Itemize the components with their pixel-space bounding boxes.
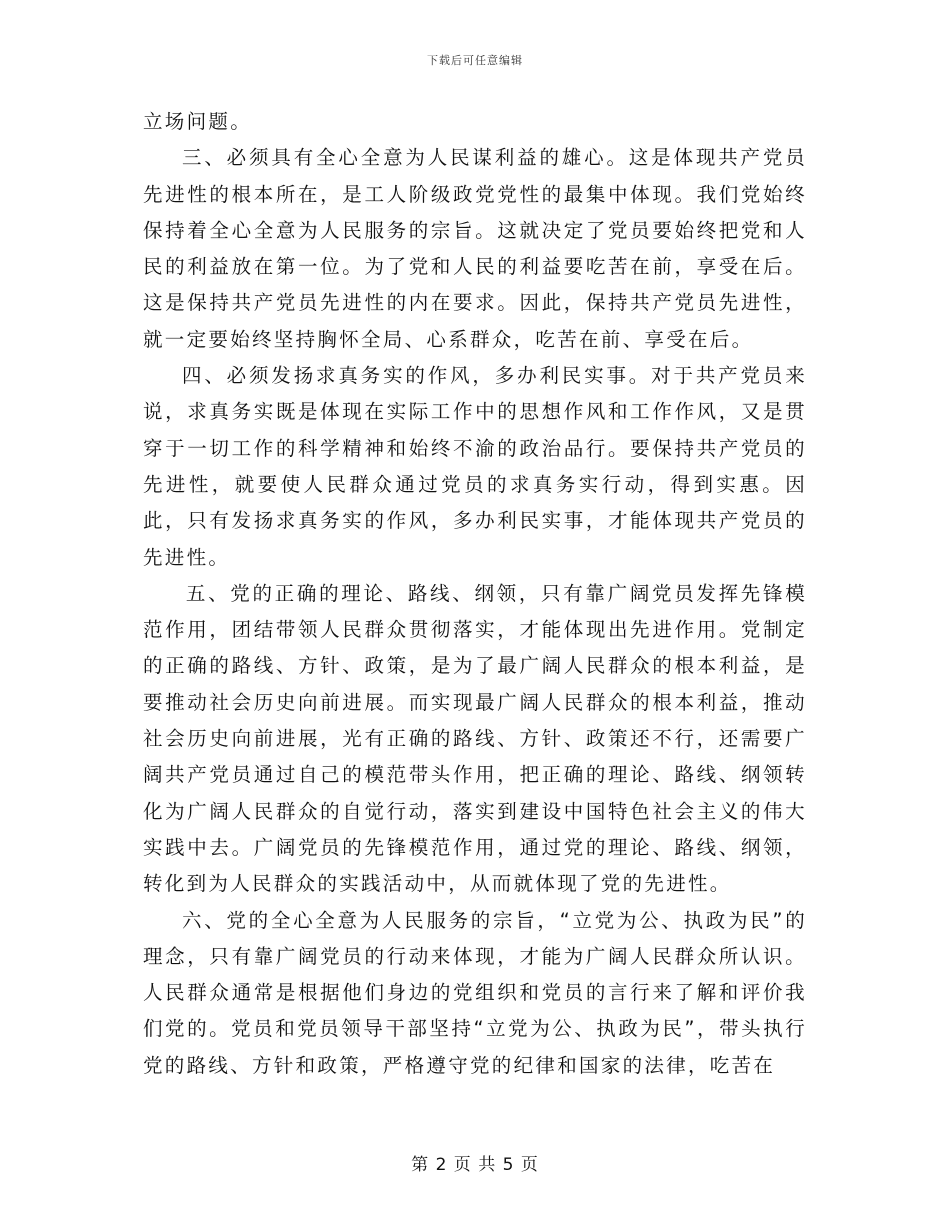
paragraph-continuation: 立场问题。 [143,110,253,133]
page-number-footer: 第 2 页 共 5 页 [411,1155,539,1175]
page-header: 下载后可任意编辑 [427,54,523,67]
paragraph-four: 四、必须发扬求真务实的作风，多办利民实事。对于共产党员来说，求真务实既是体现在实际工作中的思想作风和工作作风，又是贯穿于一切工作的科学精神和始终不渝的政治品行。要保持共产党员的先进性，就要使人民群众通过党员的求真务实行动，得到实惠。因此，只有发扬求真务实的作风，多办利民实事，才能体现共产党员的先进性。 [143,364,807,569]
document-body [143,104,807,1084]
paragraph-five: 五、党的正确的理论、路线、纲领，只有靠广阔党员发挥先锋模范作用，团结带领人民群众贯彻落实，才能体现出先进作用。党制定的正确的路线、方针、政策，是为了最广阔人民群众的根本利益，是要推动社会历史向前进展。而实现最广阔人民群众的根本利益，推动社会历史向前进展，光有正确的路线、方针、政策还不行，还需要广阔共产党员通过自己的模范带头作用，把正确的理论、路线、纲领转化为广阔人民群众的自觉行动，落实到建设中国特色社会主义的伟大实践中去。广阔党员的先锋模范作用，通过党的理论、路线、纲领，转化到为人民群众的实践活动中，从而就体现了党的先进性。 [143,581,807,896]
paragraph-three: 三、必须具有全心全意为人民谋利益的雄心。这是体现共产党员先进性的根本所在，是工人阶级政党党性的最集中体现。我们党始终保持着全心全意为人民服务的宗旨。这就决定了党员要始终把党和人民的利益放在第一位。为了党和人民的利益要吃苦在前，享受在后。这是保持共产党员先进性的内在要求。因此，保持共产党员先进性，就一定要始终坚持胸怀全局、心系群众，吃苦在前、享受在后。 [143,146,807,351]
paragraph-six: 六、党的全心全意为人民服务的宗旨，“立党为公、执政为民”的理念，只有靠广阔党员的行动来体现，才能为广阔人民群众所认识。人民群众通常是根据他们身边的党组织和党员的言行来了解和评价我们党的。党员和党员领导干部坚持“立党为公、执政为民”，带头执行党的路线、方针和政策，严格遵守党的纪律和国家的法律，吃苦在 [143,908,807,1077]
